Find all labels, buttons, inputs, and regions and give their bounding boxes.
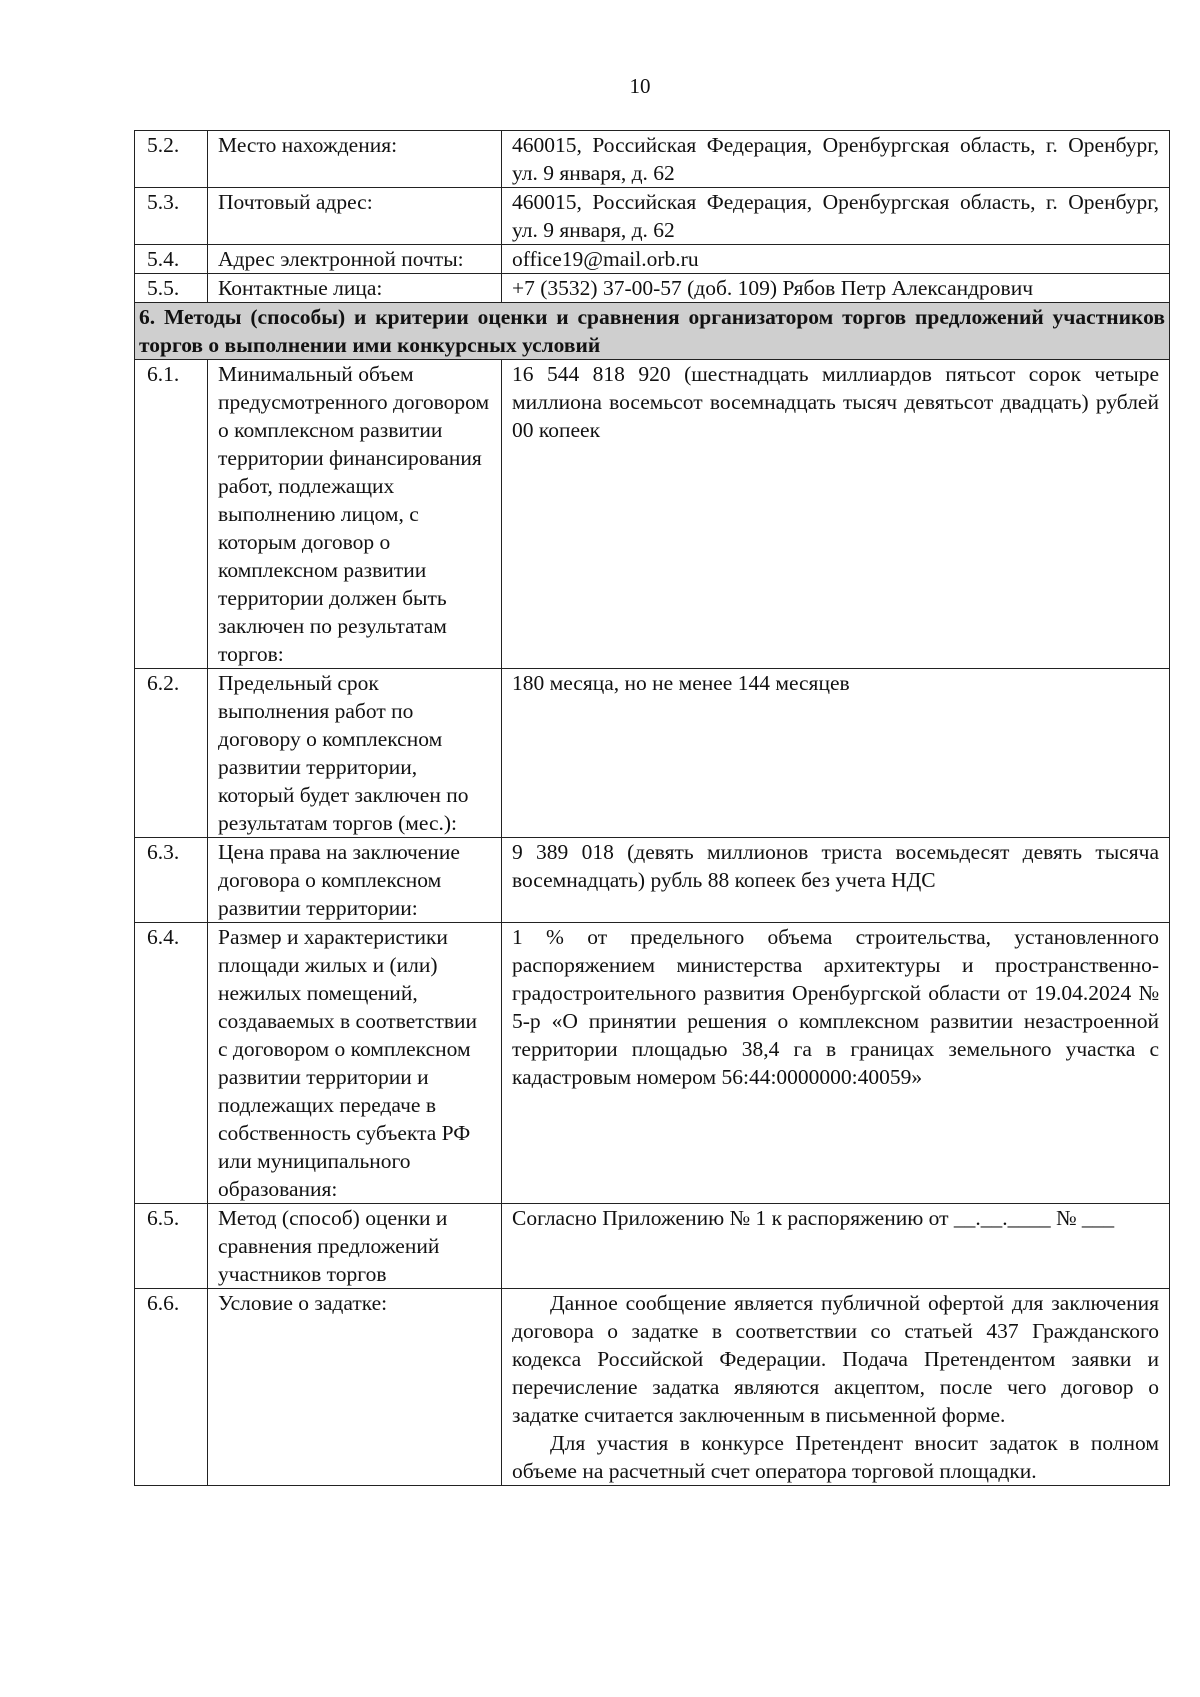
row-label: Контактные лица: xyxy=(208,274,502,303)
table-row xyxy=(135,188,1170,245)
row-value: 180 месяца, но не менее 144 месяцев xyxy=(502,669,1170,838)
page-number: 10 xyxy=(629,74,651,98)
table-row xyxy=(135,1204,1170,1289)
row-label: Условие о задатке: xyxy=(208,1289,502,1486)
table-row xyxy=(135,923,1170,1204)
row-label: Адрес электронной почты: xyxy=(208,245,502,274)
row-number: 5.5. xyxy=(135,274,208,303)
row-label: Почтовый адрес: xyxy=(208,188,502,245)
table-row xyxy=(135,1289,1170,1486)
section-header-row xyxy=(135,303,1170,360)
row-number: 6.1. xyxy=(135,360,208,669)
table-row xyxy=(135,245,1170,274)
section-title: 6. Методы (способы) и критерии оценки и сравнения организатором торгов предложений участников торгов о выполнении ими конкурсных условий xyxy=(135,303,1170,360)
row-number: 6.3. xyxy=(135,838,208,923)
row-number: 5.4. xyxy=(135,245,208,274)
row-value: office19@mail.orb.ru xyxy=(502,245,1170,274)
document-table xyxy=(134,130,1170,1486)
row-value: +7 (3532) 37-00-57 (доб. 109) Рябов Петр Александрович xyxy=(502,274,1170,303)
row-label: Предельный срок выполнения работ по договору о комплексном развитии территории, который будет заключен по результатам торгов (мес.): xyxy=(208,669,502,838)
row-value: 1 % от предельного объема строительства, установленного распоряжением министерства архитектуры и пространственно-градостроительного развития Оренбургской области от 19.04.2024 № 5-р «О принятии решения о комплексном развитии незастроенной территории площадью 38,4 га в границах земельного участка с кадастровым номером 56:44:0000000:40059» xyxy=(502,923,1170,1204)
row-number: 6.5. xyxy=(135,1204,208,1289)
deposit-paragraph: Данное сообщение является публичной офертой для заключения договора о задатке в соответствии со статьей 437 Гражданского кодекса Российской Федерации. Подача Претендентом заявки и перечисление задатка являются акцептом, после чего договор о задатке считается заключенным в письменной форме. xyxy=(512,1291,1159,1427)
row-label: Место нахождения: xyxy=(208,131,502,188)
table-row xyxy=(135,669,1170,838)
row-label: Метод (способ) оценки и сравнения предложений участников торгов xyxy=(208,1204,502,1289)
row-number: 5.3. xyxy=(135,188,208,245)
row-value: 9 389 018 (девять миллионов триста восемьдесят девять тысяча восемнадцать) рубль 88 копеек без учета НДС xyxy=(502,838,1170,923)
row-value: 460015, Российская Федерация, Оренбургская область, г. Оренбург, ул. 9 января, д. 62 xyxy=(502,188,1170,245)
row-value xyxy=(502,1289,1170,1486)
row-label: Цена права на заключение договора о комплексном развитии территории: xyxy=(208,838,502,923)
row-number: 6.6. xyxy=(135,1289,208,1486)
table-row xyxy=(135,131,1170,188)
row-number: 6.2. xyxy=(135,669,208,838)
table-row xyxy=(135,838,1170,923)
row-number: 5.2. xyxy=(135,131,208,188)
table-row xyxy=(135,274,1170,303)
deposit-paragraph: Для участия в конкурсе Претендент вносит задаток в полном объеме на расчетный счет оператора торговой площадки. xyxy=(512,1431,1159,1483)
table-row xyxy=(135,360,1170,669)
row-value: Согласно Приложению № 1 к распоряжению от __.__.____ № ___ xyxy=(502,1204,1170,1289)
row-label: Размер и характеристики площади жилых и (или) нежилых помещений, создаваемых в соответствии с договором о комплексном развитии территории и подлежащих передаче в собственность субъекта РФ или муниципального образования: xyxy=(208,923,502,1204)
row-value: 16 544 818 920 (шестнадцать миллиардов пятьсот сорок четыре миллиона восемьсот восемнадцать тысяч девятьсот двадцать) рублей 00 копеек xyxy=(502,360,1170,669)
row-label: Минимальный объем предусмотренного договором о комплексном развитии территории финансирования работ, подлежащих выполнению лицом, с которым договор о комплексном развитии территории должен быть заключен по результатам торгов: xyxy=(208,360,502,669)
row-number: 6.4. xyxy=(135,923,208,1204)
row-value: 460015, Российская Федерация, Оренбургская область, г. Оренбург, ул. 9 января, д. 62 xyxy=(502,131,1170,188)
